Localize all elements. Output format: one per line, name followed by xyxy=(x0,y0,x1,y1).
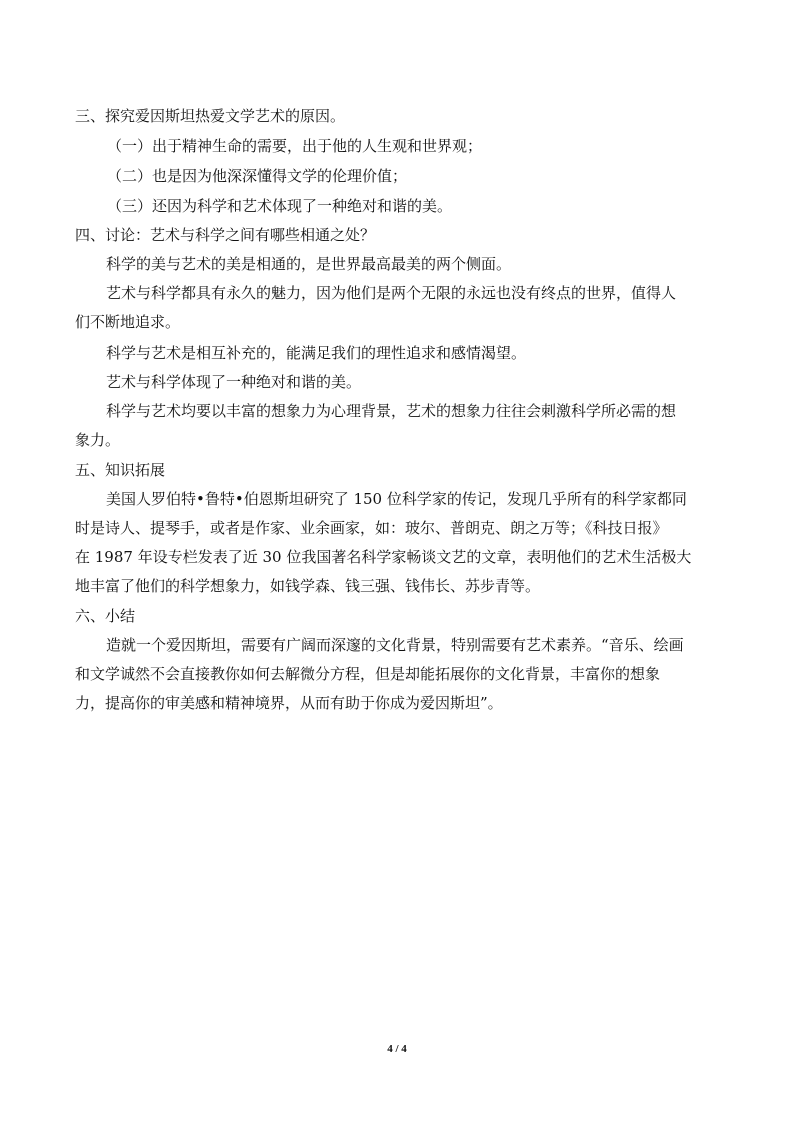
paragraph-line: 美国人罗伯特•鲁特•伯恩斯坦研究了 150 位科学家的传记，发现几乎所有的科学家都同 xyxy=(106,490,687,508)
paragraph-line: 时是诗人、提琴手，或者是作家、业余画家，如：玻尔、普朗克、朗之万等；《科技日报》 xyxy=(75,519,668,537)
paragraph-line: 艺术与科学体现了一种绝对和谐的美。 xyxy=(106,373,362,391)
list-item: （三）还因为科学和艺术体现了一种绝对和谐的美。 xyxy=(107,197,453,215)
page-number: 4 / 4 xyxy=(387,1043,407,1055)
paragraph-line: 地丰富了他们的科学想象力，如钱学森、钱三强、钱伟长、苏步青等。 xyxy=(75,577,541,595)
list-item: （一）出于精神生命的需要，出于他的人生观和世界观； xyxy=(107,137,483,155)
paragraph-line: 造就一个爱因斯坦，需要有广阔而深邃的文化背景，特别需要有艺术素养。“音乐、绘画 xyxy=(106,636,684,654)
list-item: （二）也是因为他深深懂得文学的伦理价值； xyxy=(107,167,408,185)
section-heading-4: 四、讨论：艺术与科学之间有哪些相通之处？ xyxy=(75,226,376,244)
section-heading-6: 六、小结 xyxy=(75,607,136,625)
paragraph-line: 们不断地追求。 xyxy=(75,313,181,331)
paragraph-line: 和文学诚然不会直接教你如何去解微分方程，但是却能拓展你的文化背景，丰富你的想象 xyxy=(75,665,661,683)
paragraph-line: 在 1987 年设专栏发表了近 30 位我国著名科学家畅谈文艺的文章，表明他们的艺术生活极大 xyxy=(75,548,692,566)
section-heading-3: 三、探究爱因斯坦热爱文学艺术的原因。 xyxy=(75,107,346,125)
paragraph-line: 力，提高你的审美感和精神境界，从而有助于你成为爱因斯坦”。 xyxy=(75,694,503,712)
section-heading-5: 五、知识拓展 xyxy=(75,461,166,479)
paragraph-line: 科学的美与艺术的美是相通的，是世界最高最美的两个侧面。 xyxy=(106,255,512,273)
paragraph-line: 艺术与科学都具有永久的魅力，因为他们是两个无限的永远也没有终点的世界，值得人 xyxy=(106,284,677,302)
paragraph-line: 科学与艺术是相互补充的，能满足我们的理性追求和感情渴望。 xyxy=(106,344,527,362)
paragraph-line: 象力。 xyxy=(75,431,121,449)
paragraph-line: 科学与艺术均要以丰富的想象力为心理背景，艺术的想象力往往会刺激科学所必需的想 xyxy=(106,402,677,420)
